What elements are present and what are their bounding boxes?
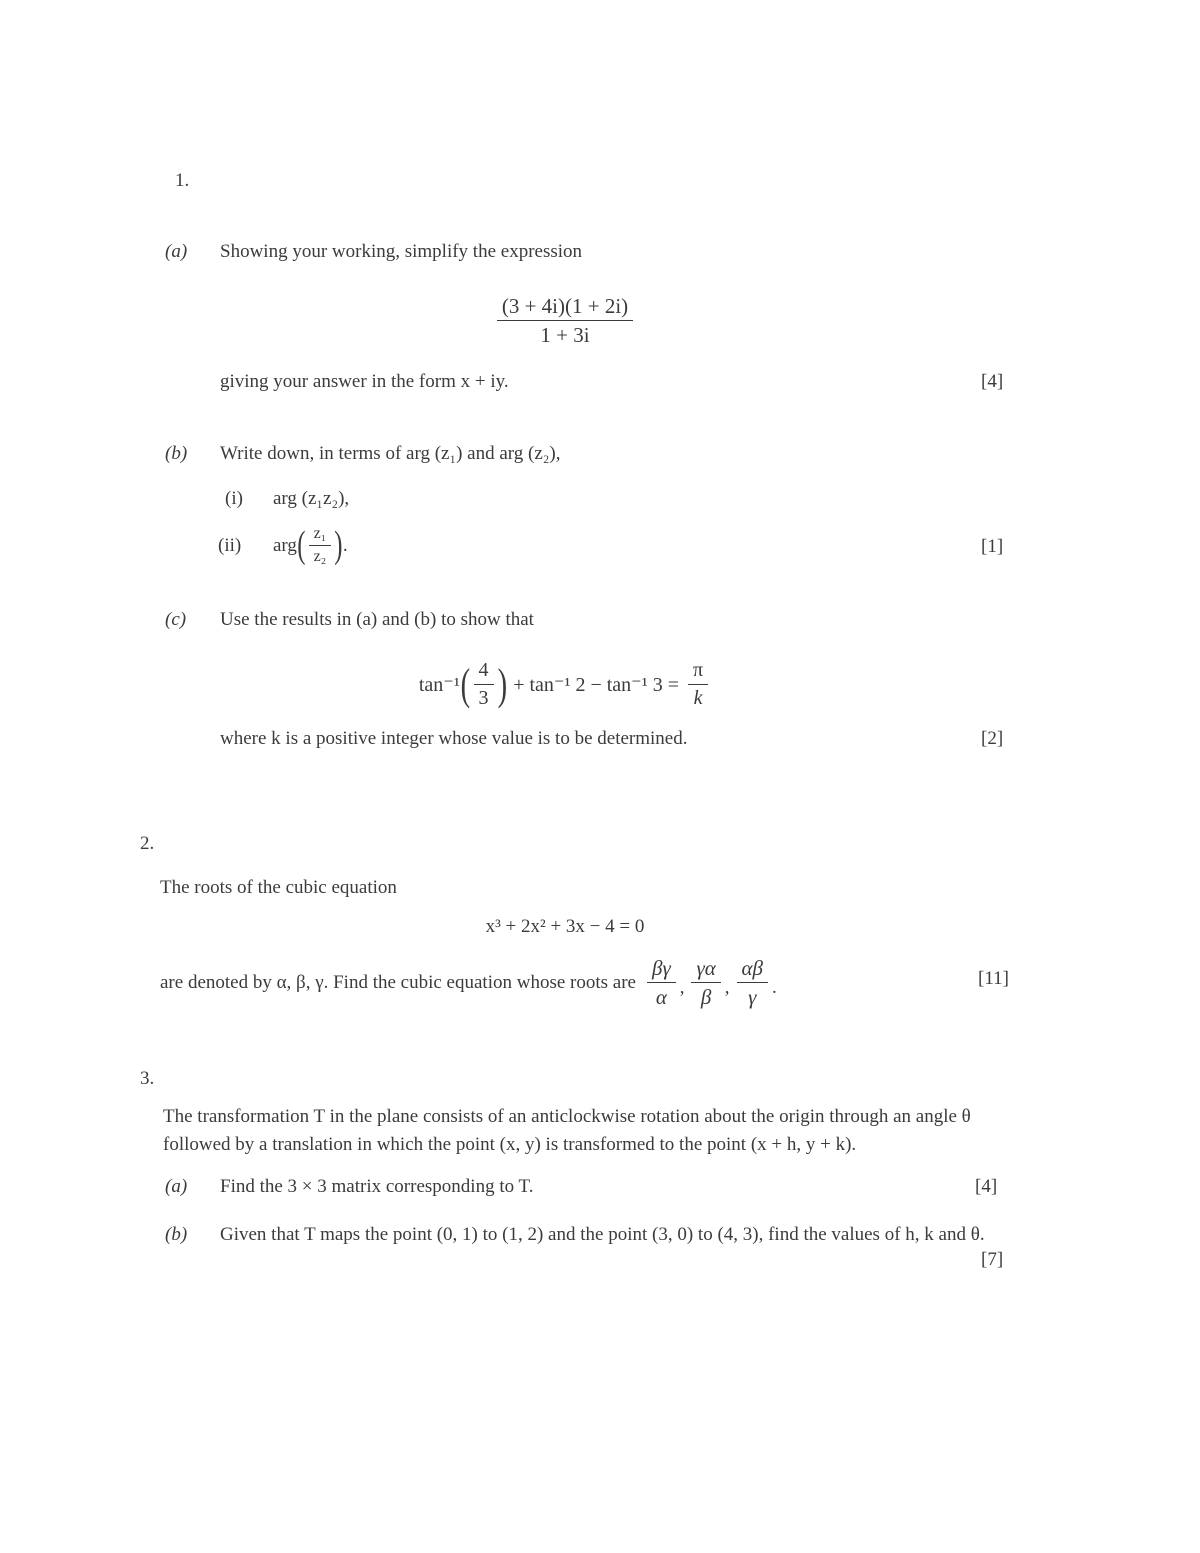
q3-part-a-row bbox=[165, 1176, 533, 1198]
q1b-mark: [1] bbox=[981, 536, 1004, 557]
q1b-ii-suffix: . bbox=[342, 534, 348, 556]
q1c-fraction-2-denominator: k bbox=[693, 687, 703, 709]
q2-intro: The roots of the cubic equation bbox=[160, 877, 397, 898]
q2-root-fraction-1 bbox=[647, 955, 676, 1011]
q1c-mark: [2] bbox=[981, 728, 1004, 749]
q1b-ii-fraction-denominator: z₂ bbox=[313, 548, 327, 565]
q1b-ii-fraction-numerator: z₁ bbox=[309, 524, 332, 546]
open-paren: ( bbox=[297, 524, 306, 567]
q1c-after-text: where k is a positive integer whose value is to be determined. bbox=[220, 728, 688, 749]
q1b-label: (b) bbox=[165, 443, 188, 464]
q2-separator-3: . bbox=[772, 976, 777, 998]
q2-separator-2: , bbox=[724, 976, 730, 998]
question-1-number: 1. bbox=[175, 170, 190, 191]
q1c-eq-prefix: tan⁻¹ bbox=[418, 674, 460, 696]
q2-root-3-denominator: γ bbox=[748, 985, 757, 1010]
q1a-expression-line bbox=[0, 293, 1130, 349]
q3-part-b-row bbox=[165, 1221, 1015, 1249]
open-paren: ( bbox=[460, 659, 470, 709]
q1c-equation-line bbox=[0, 658, 1130, 711]
q3b-mark: [7] bbox=[981, 1249, 1004, 1270]
q1a-fraction bbox=[497, 293, 633, 349]
q1c-fraction-2 bbox=[688, 658, 708, 711]
q1b-text: Write down, in terms of arg (z₁) and arg (z₂), bbox=[220, 443, 561, 464]
q2-equation: x³ + 2x² + 3x − 4 = 0 bbox=[485, 916, 645, 937]
q1-part-a-row bbox=[165, 241, 582, 263]
q1c-fraction-1-denominator: 3 bbox=[478, 687, 489, 709]
q3a-mark: [4] bbox=[975, 1176, 998, 1197]
q1a-fraction-denominator: 1 + 3i bbox=[540, 323, 590, 348]
q3b-text: Given that T maps the point (0, 1) to (1, 2) and the point (3, 0) to (4, 3), find the values of h, k and θ. bbox=[220, 1224, 985, 1245]
q3a-label: (a) bbox=[165, 1176, 188, 1197]
question-2-number: 2. bbox=[140, 833, 155, 854]
q1a-mark: [4] bbox=[981, 371, 1004, 392]
q2-root-1-numerator: βγ bbox=[647, 955, 676, 983]
q1b-ii-fraction bbox=[309, 524, 332, 567]
close-paren: ) bbox=[497, 659, 507, 709]
q3a-text: Find the 3 × 3 matrix corresponding to T. bbox=[220, 1176, 534, 1197]
q2-root-fraction-3 bbox=[737, 955, 768, 1011]
q1a-label: (a) bbox=[165, 241, 188, 262]
q1a-after-text: giving your answer in the form x + iy. bbox=[220, 371, 509, 392]
close-paren: ) bbox=[334, 524, 343, 567]
q2-mark: [11] bbox=[978, 968, 1009, 989]
q1b-ii-row bbox=[218, 524, 348, 567]
q1c-fraction-1-numerator: 4 bbox=[474, 658, 494, 685]
q2-root-fraction-2 bbox=[691, 955, 720, 1011]
q2-root-1-denominator: α bbox=[655, 985, 667, 1010]
q2-root-2-denominator: β bbox=[700, 985, 712, 1010]
q1-part-c-row bbox=[165, 609, 534, 631]
q2-root-3-numerator: αβ bbox=[737, 955, 768, 983]
question-3-number: 3. bbox=[140, 1068, 155, 1089]
q1a-fraction-numerator: (3 + 4i)(1 + 2i) bbox=[497, 293, 633, 321]
q1a-text: Showing your working, simplify the expression bbox=[220, 241, 583, 262]
q2-separator-1: , bbox=[679, 976, 685, 998]
q1b-ii-label: (ii) bbox=[218, 534, 242, 556]
q1b-ii-prefix: arg bbox=[273, 534, 297, 556]
q3-intro: The transformation T in the plane consists of an anticlockwise rotation about the origin through an angle θ followed by a translation in which the point (x, y) is transformed to the point (x + h, y + k). bbox=[163, 1106, 971, 1155]
q2-roots-row bbox=[160, 955, 781, 1011]
q1b-i-row bbox=[225, 488, 349, 510]
q1c-equation bbox=[419, 658, 711, 711]
q2-text-before: are denoted by α, β, γ. Find the cubic equation whose roots are bbox=[160, 971, 636, 993]
q1c-text: Use the results in (a) and (b) to show that bbox=[220, 609, 534, 630]
q1-part-b-row bbox=[165, 443, 560, 465]
q1c-fraction-2-numerator: π bbox=[688, 658, 708, 685]
q2-equation-line bbox=[0, 916, 1130, 938]
q1c-fraction-1 bbox=[474, 658, 494, 711]
q1c-label: (c) bbox=[165, 609, 187, 630]
q1b-i-label: (i) bbox=[225, 488, 243, 509]
q1c-eq-middle: + tan⁻¹ 2 − tan⁻¹ 3 = bbox=[513, 674, 679, 696]
q2-root-2-numerator: γα bbox=[691, 955, 720, 983]
q1b-i-text: arg (z₁z₂), bbox=[273, 488, 350, 509]
q3b-label: (b) bbox=[165, 1224, 188, 1245]
